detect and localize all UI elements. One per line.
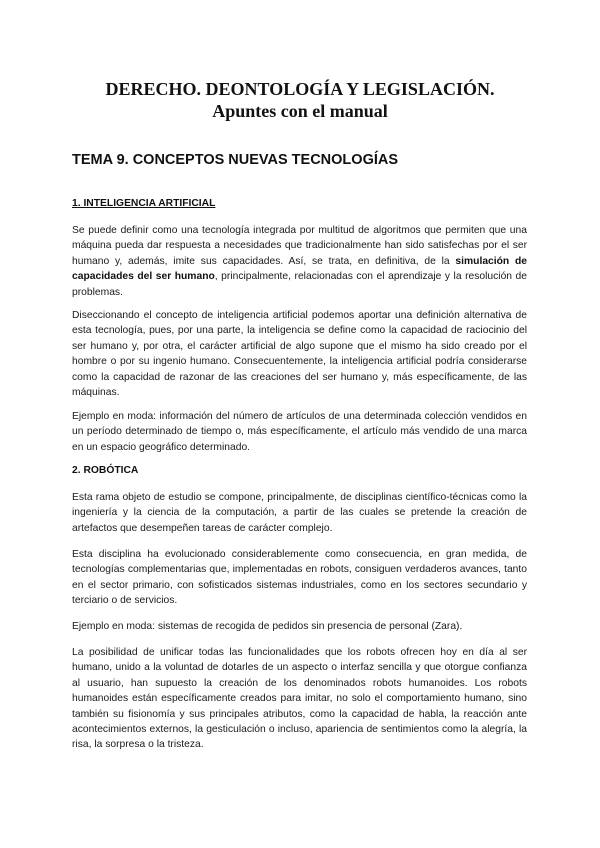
paragraph-robotics-intro: Esta rama objeto de estudio se compone, principalmente, de disciplinas científico-técnicas como la ingeniería y la ciencia de la computación, a partir de las cuales se pretende la creación de artefactos que desempeñen tareas de carácter complejo. — [72, 492, 527, 534]
document-title — [0, 78, 600, 122]
paragraph-robotics-fashion-example: Ejemplo en moda: sistemas de recogida de pedidos sin presencia de personal (Zara). — [72, 621, 463, 632]
paragraph-ai-definition-start: Se puede definir como una tecnología integrada por multitud de algoritmos que permiten que una máquina pueda dar respuesta a necesidades que tradicionalmente han sido satisfechas por el ser humano y, además, imite sus capacidades. Así, se trata, en definitiva, de la — [72, 225, 527, 267]
paragraph-ai-fashion-example: Ejemplo en moda: información del número de artículos de una determinada colección vendidos en un período determinado de tiempo o, más específicamente, el artículo más vendido de una marca en un espacio geográfico determinado. — [72, 411, 527, 453]
paragraph-ai-definition-bold: simulación de capacidades del ser humano — [72, 255, 528, 283]
paragraph-ai-definition-end: , principalmente, relacionadas con el aprendizaje y la resolución de problemas. — [72, 271, 527, 298]
document-title-line-1: DERECHO. DEONTOLOGÍA Y LEGISLACIÓN. — [105, 79, 495, 99]
document-title-line-2: Apuntes con el manual — [212, 101, 388, 121]
paragraph-ai-alternative-definition: Diseccionando el concepto de inteligencia artificial podemos aportar una definición alternativa de esta tecnología, pues, por una parte, la inteligencia se define como la capacidad de raciocinio del ser humano y, por otra, el carácter artificial de algo supone que el mismo ha sido creado por el hombre o por su ingenio humano. Consecuentemente, la inteligencia artificial podría considerarse como la capacidad de razonar de las creaciones del ser humano y, más específicamente, de las máquinas. — [72, 310, 527, 399]
section-heading-ai: 1. INTELIGENCIA ARTIFICIAL — [72, 198, 216, 209]
section-heading-robotics: 2. ROBÓTICA — [72, 465, 139, 476]
paragraph-robotics-humanoids: La posibilidad de unificar todas las funcionalidades que los robots ofrecen hoy en día al ser humano, unido a la voluntad de dotarles de un aspecto o interfaz sencilla y que otorgue confianza al usuario, han supuesto la creación de los denominados robots humanoides. Los robots humanoides están específicamente creados para imitar, no solo el comportamiento humano, sino también su fisionomía y sus principales atributos, como la capacidad de habla, la reacción ante acontecimientos externos, la gesticulación o incluso, apariencia de sentimientos como la alegría, la risa, la sorpresa o la tristeza. — [72, 647, 527, 751]
topic-heading: TEMA 9. CONCEPTOS NUEVAS TECNOLOGÍAS — [72, 152, 399, 168]
paragraph-ai-definition — [72, 223, 527, 300]
paragraph-robotics-evolution: Esta disciplina ha evolucionado considerablemente como consecuencia, en gran medida, de tecnologías complementarias que, implementadas en robots, consiguen verdaderos avances, tanto en el sector primario, con sofisticados sistemas industriales, como en los sectores secundario y terciario o de servicios. — [72, 549, 527, 607]
